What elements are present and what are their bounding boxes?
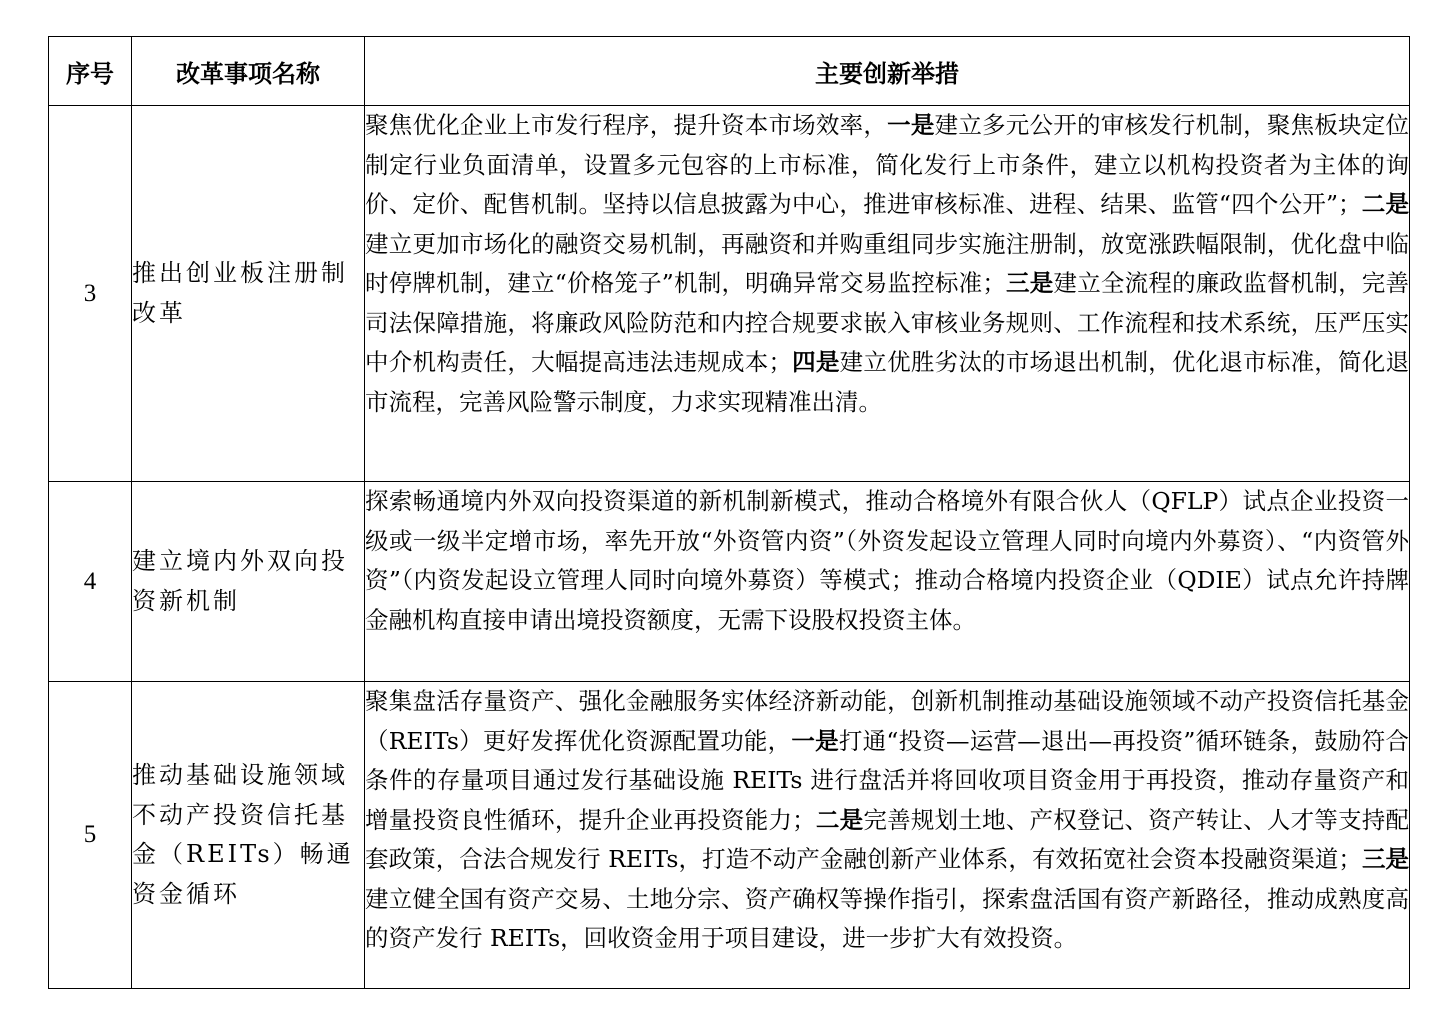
table-header-row [49,37,1410,106]
reform-item-name: 建立境内外双向投资新机制 [132,482,365,682]
header-main-innovation-measures: 主要创新举措 [365,37,1410,106]
measures-paragraph: 探索畅通境内外双向投资渠道的新机制新模式，推动合格境外有限合伙人（QFLP）试点企业投资一级或一级半定增市场，率先开放“外资管内资”（外资发起设立管理人同时向境内外募资）、“内资管外资”（内资发起设立管理人同时向境外募资）等模式；推动合格境内投资企业（QDIE）试点允许持牌金融机构直接申请出境投资额度，无需下设股权投资主体。 [365,487,1409,634]
header-serial-number: 序号 [49,37,132,106]
table-row [49,106,1410,482]
row-number: 5 [49,682,132,989]
row-number: 3 [49,106,132,482]
measures-paragraph: 聚集盘活存量资产、强化金融服务实体经济新动能，创新机制推动基础设施领域不动产投资信托基金（REITs）更好发挥优化资源配置功能，一是打通“投资—运营—退出—再投资”循环链条，鼓励符合条件的存量项目通过发行基础设施 REITs 进行盘活并将回收项目资金用于再投资，推动存量资产和增量投资良性循环，提升企业再投资能力；二是完善规划土地、产权登记、资产转让、人才等支持配套政策，合法合规发行 REITs，打造不动产金融创新产业体系，有效拓宽社会资本投融资渠道；三是建立健全国有资产交易、土地分宗、资产确权等操作指引，探索盘活国有资产新路径，推动成熟度高的资产发行 REITs，回收资金用于项目建设，进一步扩大有效投资。 [365,687,1410,952]
innovation-measures [365,106,1410,482]
innovation-measures [365,682,1410,989]
table-row [49,682,1410,989]
row-number: 4 [49,482,132,682]
measures-paragraph: 聚焦优化企业上市发行程序，提升资本市场效率，一是建立多元公开的审核发行机制，聚焦板块定位制定行业负面清单，设置多元包容的上市标准，简化发行上市条件，建立以机构投资者为主体的询价、定价、配售机制。坚持以信息披露为中心，推进审核标准、进程、结果、监管“四个公开”；二是建立更加市场化的融资交易机制，再融资和并购重组同步实施注册制，放宽涨跌幅限制，优化盘中临时停牌机制，建立“价格笼子”机制，明确异常交易监控标准；三是建立全流程的廉政监督机制，完善司法保障措施，将廉政风险防范和内控合规要求嵌入审核业务规则、工作流程和技术系统，压严压实中介机构责任，大幅提高违法违规成本；四是建立优胜劣汰的市场退出机制，优化退市标准，简化退市流程，完善风险警示制度，力求实现精准出清。 [365,111,1410,416]
header-reform-item-name: 改革事项名称 [132,37,365,106]
innovation-measures [365,482,1410,682]
reform-table [48,36,1410,989]
table-row [49,482,1410,682]
reform-item-name: 推出创业板注册制改革 [132,106,365,482]
reform-item-name: 推动基础设施领域不动产投资信托基金（REITs）畅通资金循环 [132,682,365,989]
